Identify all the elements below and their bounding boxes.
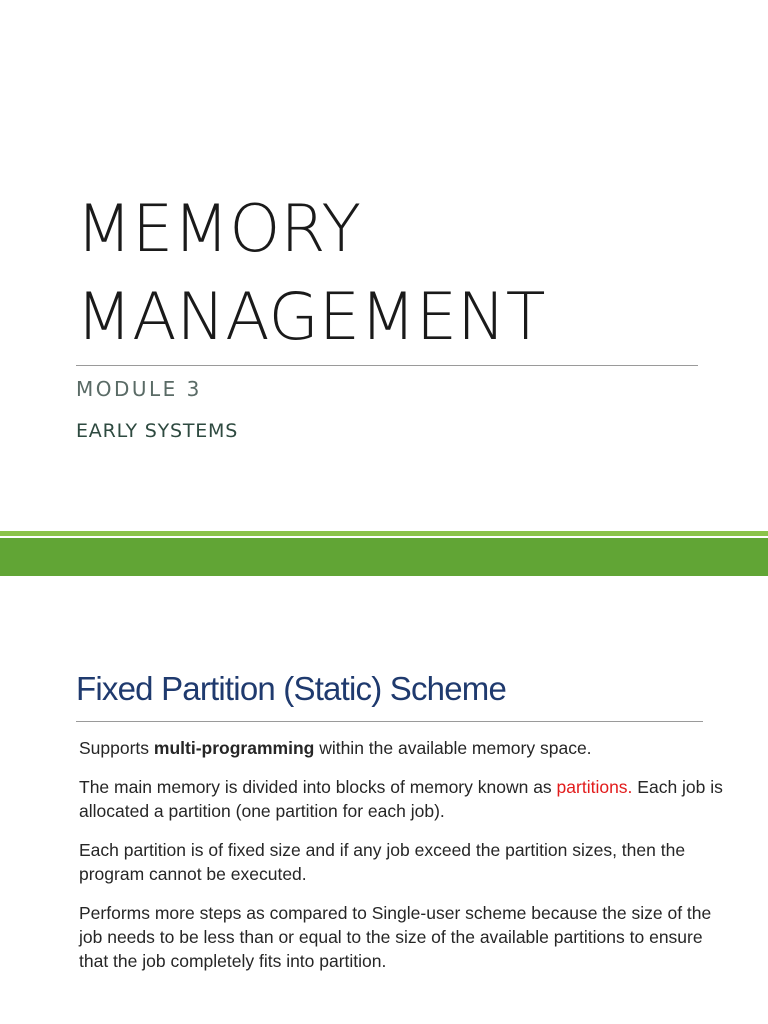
section-heading: Fixed Partition (Static) Scheme [76, 670, 507, 707]
paragraph-4: Performs more steps as compared to Single-user scheme because the size of the job needs to be less than or equal to the size of the available partitions to ensure that the job completely fits into partition. [79, 903, 712, 971]
title-divider [76, 365, 698, 366]
paragraph-1 [79, 736, 729, 760]
slide-separator-band [0, 538, 768, 576]
p1-text-bold: multi-programming [153, 738, 315, 758]
p2-text-highlight: partitions. [556, 777, 633, 797]
p2-text-post: Each job is allocated a partition (one partition for each job). [79, 777, 723, 821]
topic-subtitle: EARLY SYSTEMS [76, 420, 239, 442]
section-divider [76, 721, 703, 722]
p2-text-pre: The main memory is divided into blocks of memory known as [79, 777, 557, 797]
slide-separator-thin [0, 531, 768, 536]
slide-body [79, 736, 729, 988]
main-title [76, 186, 716, 362]
main-title-line1: MEMORY [76, 192, 362, 267]
main-title-line2: MANAGEMENT [76, 280, 546, 355]
p1-text-pre: Supports [79, 738, 154, 758]
p1-text-post: within the available memory space. [314, 738, 592, 758]
module-subtitle: MODULE 3 [76, 377, 202, 401]
paragraph-3: Each partition is of fixed size and if any job exceed the partition sizes, then the program cannot be executed. [79, 840, 686, 884]
paragraph-2 [79, 775, 729, 823]
